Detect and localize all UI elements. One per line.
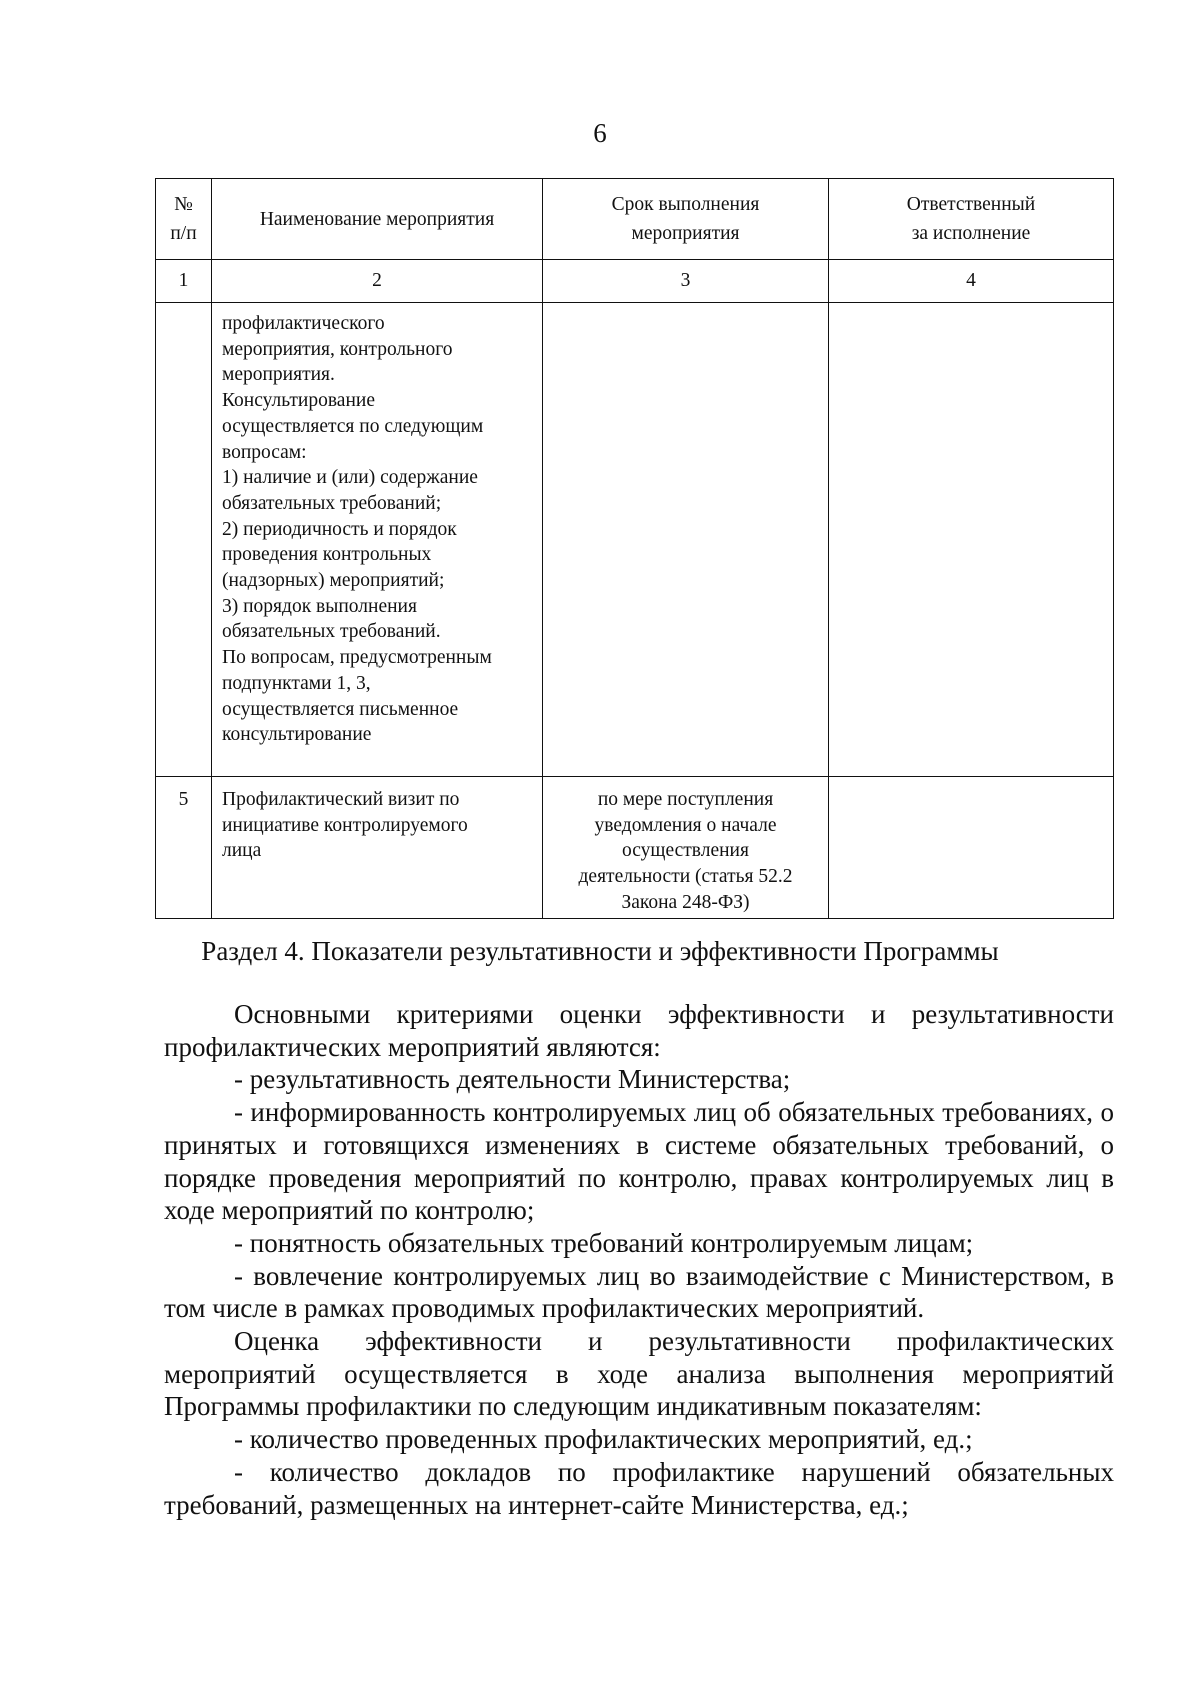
index-cell-3: 3 — [543, 260, 829, 303]
continued-activity-name: профилактического мероприятия, контрольного мероприятия. Консультирование осуществляется по следующим вопросам: 1) наличие и (или) содержание обязательных требований; 2) периодичность и порядок проведения контрольных (надзорных) мероприятий; 3) порядок выполнения обязательных требований. По вопросам, предусмотренным подпунктами 1, 3, осуществляется письменное консультирование — [212, 303, 543, 777]
row5-deadline: по мере поступления уведомления о начале осуществления деятельности (статья 52.2 Закона 248-ФЗ) — [543, 777, 829, 919]
header-deadline: Срок выполнения мероприятия — [543, 179, 829, 260]
section-body — [164, 998, 1114, 1521]
criteria-item: - понятность обязательных требований контролируемым лицам; — [234, 1227, 974, 1258]
criteria-item: - вовлечение контролируемых лиц во взаимодействие с Министерством, в том числе в рамках проводимых профилактических мероприятий. — [164, 1260, 1114, 1324]
header-activity-name: Наименование мероприятия — [212, 179, 543, 260]
table-header-row — [156, 179, 1114, 260]
page-number: 6 — [593, 118, 607, 148]
index-cell-4: 4 — [829, 260, 1114, 303]
continued-responsible-cell — [829, 303, 1114, 777]
indicator-item: - количество проведенных профилактических мероприятий, ед.; — [234, 1424, 973, 1455]
activities-table — [155, 178, 1114, 919]
paragraph: Основными критериями оценки эффективности и результативности профилактических мероприятий являются: — [164, 999, 1114, 1062]
continued-deadline-cell — [543, 303, 829, 777]
header-responsible: Ответственный за исполнение — [829, 179, 1114, 260]
continued-number-cell — [156, 303, 212, 777]
paragraph: Оценка эффективности и результативности профилактических мероприятий осуществляется в ходе анализа выполнения мероприятий Программы профилактики по следующим индикативным показателям: — [164, 1326, 1114, 1422]
section-title: Раздел 4. Показатели результативности и эффективности Программы — [201, 936, 999, 966]
table-index-row — [156, 260, 1114, 303]
row5-number: 5 — [156, 777, 212, 919]
criteria-item: - результативность деятельности Министерства; — [234, 1064, 791, 1095]
criteria-item: - информированность контролируемых лиц об обязательных требованиях, о принятых и готовящихся изменениях в системе обязательных требований, о порядке проведения мероприятий по контролю, правах контролируемых лиц в ходе мероприятий по контролю; — [164, 1097, 1114, 1226]
index-cell-2: 2 — [212, 260, 543, 303]
header-number: № п/п — [156, 179, 212, 260]
indicator-item: - количество докладов по профилактике нарушений обязательных требований, размещенных на интернет-сайте Министерства, ед.; — [164, 1456, 1114, 1520]
table-row — [156, 777, 1114, 919]
table-row — [156, 303, 1114, 777]
row5-activity-name: Профилактический визит по инициативе контролируемого лица — [212, 777, 543, 919]
row5-responsible — [829, 777, 1114, 919]
index-cell-1: 1 — [156, 260, 212, 303]
